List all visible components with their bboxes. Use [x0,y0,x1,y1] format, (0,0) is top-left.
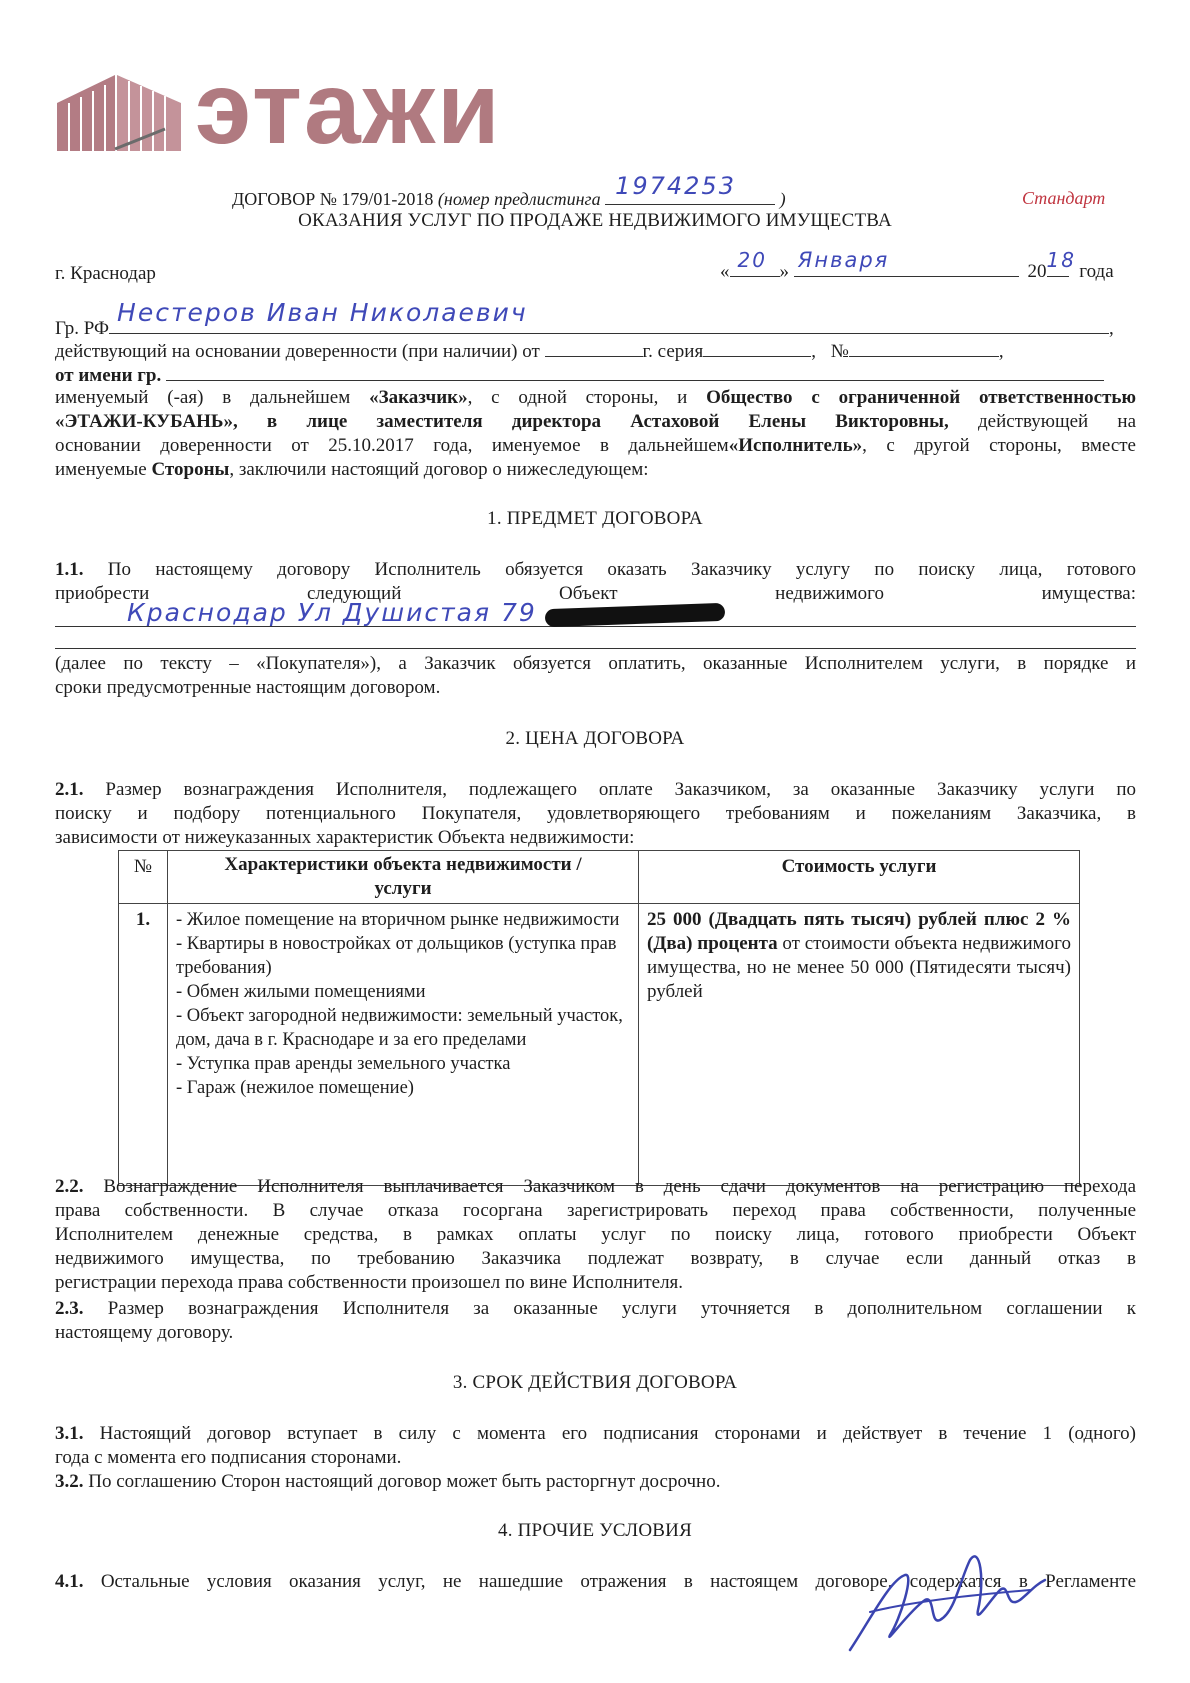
signature-icon [830,1540,1060,1660]
price-rest: от стоимости объекта недвижимого имущества, но не менее 50 000 (Пятидесяти тысяч) рублей [647,933,1071,1002]
clause-2-1-line-3: зависимости от нижеуказанных характеристик Объекта недвижимости: [55,827,635,848]
clause-2-1-line-1: 2.1. Размер вознаграждения Исполнителя, подлежащего оплате Заказчиком, за оказанные Заказчику услуги по [55,779,1136,800]
clause-2-2-line-2: права собственности. В случае отказа госоргана зарегистрировать переход права собственности, полученные [55,1200,1136,1221]
clause-2-2-line-5: регистрации перехода права собственности произошел по вине Исполнителя. [55,1272,684,1293]
clause-4-1-line-1: 4.1. Остальные условия оказания услуг, не нашедшие отражения в настоящем договоре, содержатся в Регламенте [55,1571,1136,1592]
object-blank-line [55,648,1136,649]
date-day: 20 [737,248,767,272]
row-price [639,904,1080,1186]
date-month: Января [797,248,890,272]
clause-2-3-line-1: 2.3. Размер вознаграждения Исполнителя за оказанные услуги уточняется в дополнительном соглашении к [55,1298,1136,1319]
section-4-title: 4. ПРОЧИЕ УСЛОВИЯ [498,1520,692,1541]
clause-3-2-line-1: 3.2. По соглашению Сторон настоящий договор может быть расторгнут досрочно. [55,1471,721,1492]
clause-2-2-line-3: Исполнителем денежные средства, в рамках оплаты услуг по поиску лица, готового приобрести Объект [55,1224,1136,1245]
citizen-line: Гр. РФ Нестеров Иван Николаевич , [55,298,1114,339]
prelisting-close: ) [779,189,786,209]
parties-line-3: основании доверенности от 25.10.2017 года, именуемое в дальнейшем«Исполнитель», с другой стороны, вместе [55,435,1136,456]
list-item: - Гараж (нежилое помещение) [176,1078,414,1098]
clause-2-2-line-1: 2.2. Вознаграждение Исполнителя выплачивается Заказчиком в день сдачи документов на регистрацию перехода [55,1176,1136,1197]
clause-2-3-line-2: настоящему договору. [55,1322,234,1343]
clause-1-1-line-1: 1.1. По настоящему договору Исполнитель обязуется оказать Заказчику услугу по поиску лица, готового [55,559,1136,580]
clause-3-1-line-2: года с момента его подписания сторонами. [55,1447,402,1468]
price-table [118,850,1080,1186]
parties-line-1: именуемый (-ая) в дальнейшем «Заказчик», с одной стороны, и Общество с ограниченной ответственностью [55,387,1136,408]
list-item: - Квартиры в новостройках от дольщиков (уступка прав требования) [176,934,617,978]
list-item: - Обмен жилыми помещениями [176,982,426,1002]
date-year: 18 [1046,248,1076,272]
prelisting-number: 1974253 [615,172,736,200]
tariff-label: Стандарт [1022,188,1106,208]
table-header-price: Стоимость услуги [639,851,1080,904]
object-address-line [55,600,1136,627]
table-header-characteristics: Характеристики объекта недвижимости / услуги [168,851,639,904]
city: г. Краснодар [55,263,156,284]
clause-2-1-line-2: поиску и подбору потенциального Покупателя, удовлетворяющего требованиям и пожеланиям Заказчика, в [55,803,1136,824]
row-number: 1. [119,904,168,1186]
logo-text: этажи [195,51,502,165]
on-behalf-line: от имени гр. [55,362,1104,388]
proxy-line: действующий на основании доверенности (при наличии) от г. серия , № , [55,338,1004,364]
table-header-num: № [119,851,168,904]
table-row [119,904,1080,1186]
clause-1-1-line-2: приобрести следующий Объект недвижимого имущества: [55,583,1136,604]
object-address: Краснодар Ул Душистая 79 [127,598,537,627]
contract-title [232,172,786,211]
clause-3-1-line-1: 3.1. Настоящий договор вступает в силу с момента его подписания сторонами и действует в течение 1 (одного) [55,1423,1136,1444]
section-1-title: 1. ПРЕДМЕТ ДОГОВОРА [487,508,703,529]
contract-number: ДОГОВОР № 179/01-2018 [232,189,434,209]
price-bold: 25 000 (Двадцать пять тысяч) рублей плюс 2 % (Два) процента [647,909,1071,954]
contract-subtitle: ОКАЗАНИЯ УСЛУГ ПО ПРОДАЖЕ НЕДВИЖИМОГО ИМУЩЕСТВА [298,210,892,231]
redaction-mark [545,603,726,627]
list-item: - Уступка прав аренды земельного участка [176,1054,511,1074]
section-3-title: 3. СРОК ДЕЙСТВИЯ ДОГОВОРА [452,1372,738,1393]
table-header-row [119,851,1080,904]
contract-date: « 20 » Января 20 18 года [720,248,1114,282]
parties-line-2: «ЭТАЖИ-КУБАНЬ», в лице заместителя директора Астаховой Елены Викторовны, действующей на [55,411,1137,432]
citizen-name: Нестеров Иван Николаевич [117,298,528,327]
section-2-title: 2. ЦЕНА ДОГОВОРА [505,728,685,749]
row-characteristics [168,904,639,1186]
list-item: - Объект загородной недвижимости: земельный участок, дом, дача в г. Краснодаре и за его пределами [176,1006,623,1050]
clause-2-2-line-4: недвижимого имущества, по требованию Заказчика подлежат возврату, в случае если данный отказ в [55,1248,1136,1269]
clause-1-1-line-3: (далее по тексту – «Покупателя»), а Заказчик обязуется оплатить, оказанные Исполнителем услуги, в порядке и [55,653,1136,674]
building-logo-icon [55,63,185,153]
clause-1-1-line-4: сроки предусмотренные настоящим договором. [55,677,441,698]
logo [55,51,615,165]
prelisting-label: (номер предлистинга [437,189,601,209]
parties-line-4: именуемые Стороны, заключили настоящий договор о нижеследующем: [55,459,649,480]
list-item: - Жилое помещение на вторичном рынке недвижимости [176,910,620,930]
